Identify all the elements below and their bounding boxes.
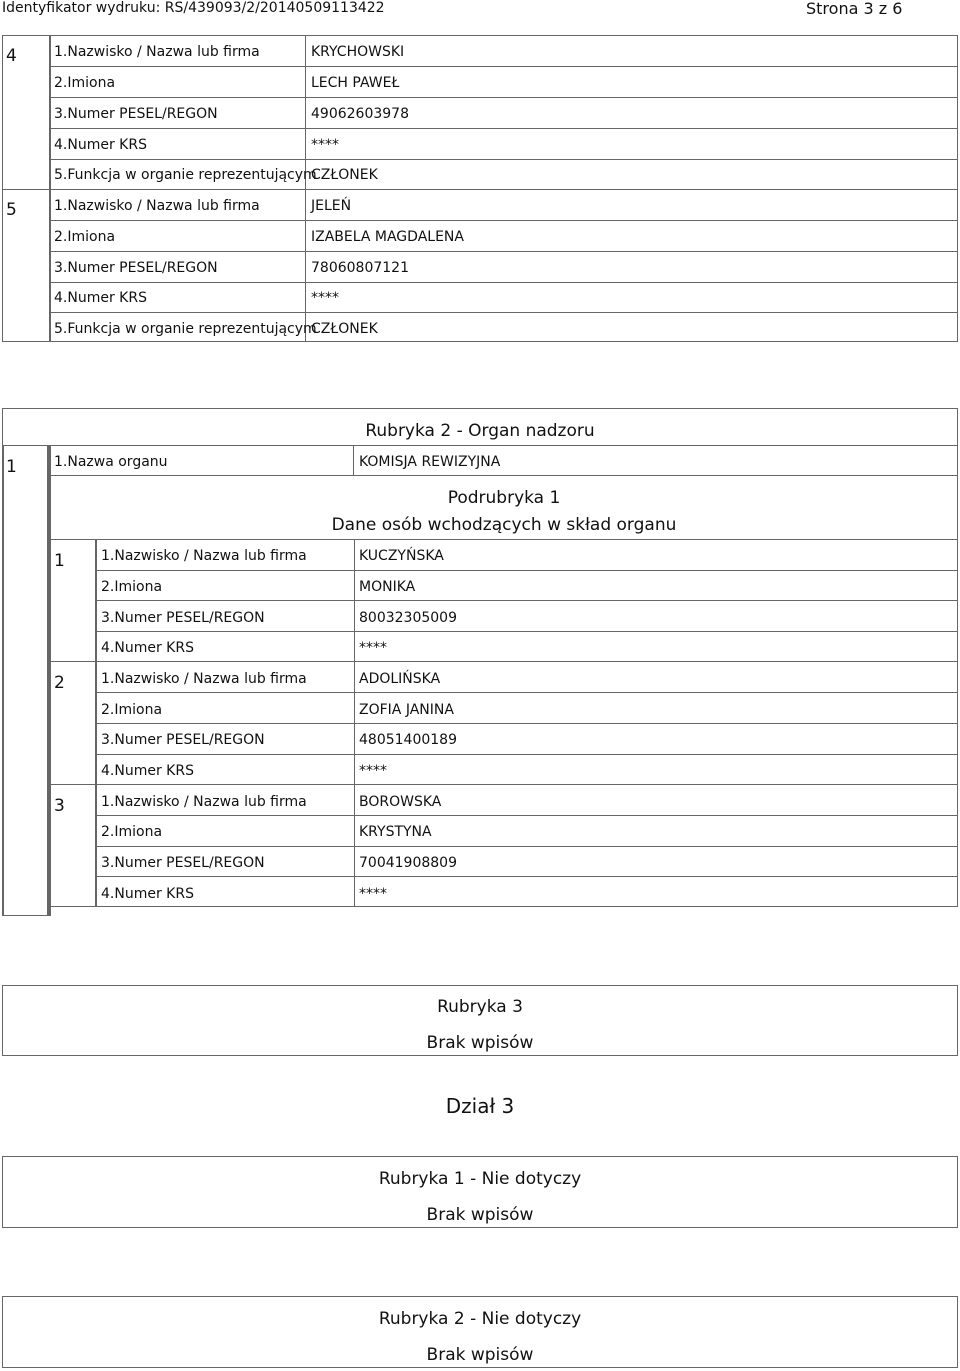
field-value: ****	[359, 763, 387, 779]
field-value: 49062603978	[311, 106, 409, 122]
organ-index: 1	[6, 457, 17, 477]
field-label: 1.Nazwisko / Nazwa lub firma	[101, 548, 307, 564]
field-value: MONIKA	[359, 579, 416, 595]
field-value: ADOLIŃSKA	[359, 671, 441, 687]
rubryka3-note: Brak wpisów	[426, 1033, 534, 1053]
field-label: 3.Numer PESEL/REGON	[101, 855, 265, 871]
field-label: 4.Numer KRS	[54, 137, 147, 153]
field-value: 80032305009	[359, 610, 457, 626]
field-label: 4.Numer KRS	[54, 290, 147, 306]
field-value: 70041908809	[359, 855, 457, 871]
field-value: ZOFIA JANINA	[359, 702, 454, 718]
field-label: 3.Numer PESEL/REGON	[101, 610, 265, 626]
field-value: CZŁONEK	[311, 167, 378, 183]
field-value: ****	[311, 137, 339, 153]
field-value: LECH PAWEŁ	[311, 75, 400, 91]
field-value: ****	[359, 640, 387, 656]
field-label: 2.Imiona	[101, 824, 163, 840]
field-value: BOROWSKA	[359, 794, 442, 810]
organ-name-value: KOMISJA REWIZYJNA	[359, 454, 501, 470]
field-label: 1.Nazwisko / Nazwa lub firma	[54, 44, 260, 60]
field-label: 3.Numer PESEL/REGON	[101, 732, 265, 748]
field-value: JELEŃ	[311, 198, 352, 214]
member-index: 5	[6, 200, 17, 220]
field-label: 1.Nazwisko / Nazwa lub firma	[54, 198, 260, 214]
subsection-title: Podrubryka 1	[447, 488, 561, 508]
organ-name-label: 1.Nazwa organu	[54, 454, 168, 470]
field-label: 5.Funkcja w organie reprezentującym	[54, 167, 317, 183]
field-label: 2.Imiona	[101, 702, 163, 718]
field-value: KRYSTYNA	[359, 824, 432, 840]
subsection-subtitle: Dane osób wchodzących w skład organu	[331, 515, 677, 535]
field-label: 4.Numer KRS	[101, 763, 194, 779]
field-value: ****	[311, 290, 339, 306]
field-label: 5.Funkcja w organie reprezentującym	[54, 321, 317, 337]
page-number: Strona 3 z 6	[806, 0, 903, 18]
field-value: CZŁONEK	[311, 321, 378, 337]
field-value: KUCZYŃSKA	[359, 548, 444, 564]
dzial3-title: Dział 3	[445, 1094, 515, 1118]
person-index: 1	[54, 551, 65, 571]
field-label: 2.Imiona	[54, 229, 116, 245]
section-title: Rubryka 2 - Organ nadzoru	[365, 421, 595, 441]
person-index: 2	[54, 673, 65, 693]
dzial3-r1-note: Brak wpisów	[426, 1205, 534, 1225]
field-value: IZABELA MAGDALENA	[311, 229, 464, 245]
member-index: 4	[6, 46, 17, 66]
dzial3-r2-note: Brak wpisów	[426, 1345, 534, 1365]
rubryka3-title: Rubryka 3	[437, 997, 523, 1017]
field-value: 48051400189	[359, 732, 457, 748]
dzial3-r1-title: Rubryka 1 - Nie dotyczy	[378, 1169, 582, 1189]
dzial3-r2-title: Rubryka 2 - Nie dotyczy	[378, 1309, 582, 1329]
field-value: ****	[359, 886, 387, 902]
field-value: KRYCHOWSKI	[311, 44, 405, 60]
field-label: 3.Numer PESEL/REGON	[54, 106, 218, 122]
field-label: 4.Numer KRS	[101, 886, 194, 902]
field-label: 1.Nazwisko / Nazwa lub firma	[101, 794, 307, 810]
field-label: 4.Numer KRS	[101, 640, 194, 656]
field-label: 3.Numer PESEL/REGON	[54, 260, 218, 276]
person-index: 3	[54, 796, 65, 816]
field-label: 2.Imiona	[101, 579, 163, 595]
print-identifier: Identyfikator wydruku: RS/439093/2/20140509113422	[2, 0, 385, 16]
field-label: 2.Imiona	[54, 75, 116, 91]
field-label: 1.Nazwisko / Nazwa lub firma	[101, 671, 307, 687]
field-value: 78060807121	[311, 260, 409, 276]
